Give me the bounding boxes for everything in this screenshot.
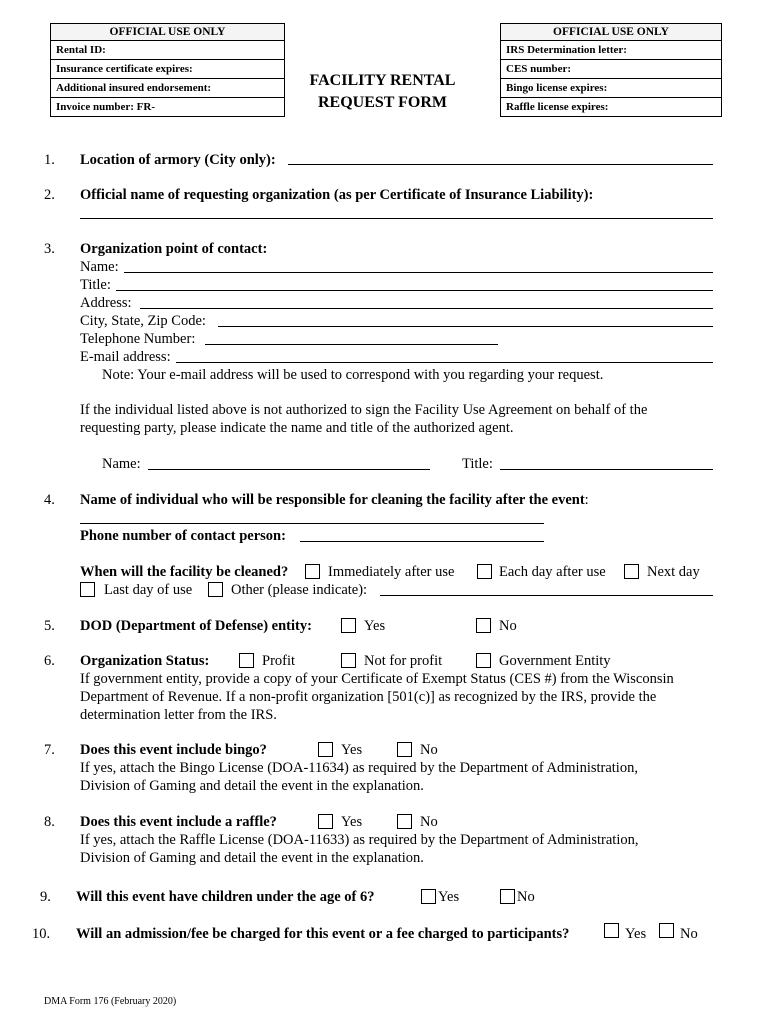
- agent-title-label: Title:: [462, 456, 493, 472]
- q9-label: Will this event have children under the age of 6?: [76, 889, 375, 905]
- q8-label: Does this event include a raffle?: [80, 814, 277, 830]
- official-use-header-left: OFFICIAL USE ONLY: [51, 24, 284, 41]
- contact-email-input[interactable]: [176, 362, 713, 363]
- q6-label: Organization Status:: [80, 653, 210, 669]
- q5-number: 5.: [44, 618, 55, 634]
- cleaning-phone-input[interactable]: [300, 541, 544, 542]
- q4-colon: :: [584, 492, 589, 508]
- dod-no-checkbox[interactable]: [476, 618, 491, 633]
- immediately-after-checkbox[interactable]: [305, 564, 320, 579]
- q10-number: 10.: [32, 926, 51, 942]
- next-day-label: Next day: [647, 564, 700, 580]
- q1-number: 1.: [44, 152, 55, 168]
- form-title: [290, 70, 475, 114]
- dod-no-label: No: [499, 618, 517, 634]
- contact-title-label: Title:: [80, 277, 111, 293]
- contact-address-label: Address:: [80, 295, 132, 311]
- q6-instructions-line2: Department of Revenue. If a non-profit organization [501(c)] as recognized by the IRS, provide the: [80, 689, 657, 705]
- last-day-checkbox[interactable]: [80, 582, 95, 597]
- q6-instructions-line1: If government entity, provide a copy of your Certificate of Exempt Status (CES #) from the Wisconsin: [80, 671, 674, 687]
- next-day-checkbox[interactable]: [624, 564, 639, 579]
- q4-number: 4.: [44, 492, 55, 508]
- contact-phone-input[interactable]: [205, 344, 498, 345]
- contact-title-input[interactable]: [116, 290, 713, 291]
- admission-no-label: No: [680, 926, 698, 942]
- children-yes-label: Yes: [438, 889, 460, 905]
- q8-instructions-line2: Division of Gaming and detail the event in the explanation.: [80, 850, 424, 866]
- raffle-no-checkbox[interactable]: [397, 814, 412, 829]
- q2-label: Official name of requesting organization (as per Certificate of Insurance Liability):: [80, 187, 594, 203]
- government-entity-label: Government Entity: [499, 653, 611, 669]
- raffle-no-label: No: [420, 814, 438, 830]
- email-note: Note: Your e-mail address will be used to correspond with you regarding your request.: [102, 367, 604, 383]
- contact-email-label: E-mail address:: [80, 349, 171, 365]
- cleaning-person-input[interactable]: [80, 523, 544, 524]
- q1-label: Location of armory (City only):: [80, 152, 276, 168]
- admission-yes-label: Yes: [625, 926, 647, 942]
- q8-instructions-line1: If yes, attach the Raffle License (DOA-11633) as required by the Department of Administration,: [80, 832, 639, 848]
- q3-label: Organization point of contact:: [80, 241, 268, 257]
- admission-yes-checkbox[interactable]: [604, 923, 619, 938]
- not-for-profit-label: Not for profit: [364, 653, 443, 669]
- contact-city-label: City, State, Zip Code:: [80, 313, 206, 329]
- bingo-license-field[interactable]: Bingo license expires:: [501, 79, 721, 98]
- profit-label: Profit: [262, 653, 296, 669]
- authorization-text-line1: If the individual listed above is not authorized to sign the Facility Use Agreement on behalf of the: [80, 402, 648, 418]
- other-checkbox[interactable]: [208, 582, 223, 597]
- immediately-after-label: Immediately after use: [328, 564, 455, 580]
- q7-instructions-line1: If yes, attach the Bingo License (DOA-11634) as required by the Department of Administration,: [80, 760, 638, 776]
- contact-phone-label: Telephone Number:: [80, 331, 196, 347]
- irs-determination-field[interactable]: IRS Determination letter:: [501, 41, 721, 60]
- other-label: Other (please indicate):: [231, 582, 368, 598]
- cleaning-phone-label: Phone number of contact person:: [80, 528, 286, 544]
- form-title-line2: REQUEST FORM: [317, 94, 448, 111]
- official-use-box-left: [50, 23, 285, 117]
- q10-label: Will an admission/fee be charged for this event or a fee charged to participants?: [76, 926, 570, 942]
- last-day-label: Last day of use: [104, 582, 193, 598]
- form-title-line1: FACILITY RENTAL: [309, 72, 456, 89]
- bingo-yes-label: Yes: [341, 742, 363, 758]
- official-use-box-right: [500, 23, 722, 117]
- bingo-yes-checkbox[interactable]: [318, 742, 333, 757]
- government-entity-checkbox[interactable]: [476, 653, 491, 668]
- official-use-header-right: OFFICIAL USE ONLY: [501, 24, 721, 41]
- bingo-no-checkbox[interactable]: [397, 742, 412, 757]
- not-for-profit-checkbox[interactable]: [341, 653, 356, 668]
- other-input[interactable]: [380, 595, 713, 596]
- rental-id-field[interactable]: Rental ID:: [51, 41, 284, 60]
- agent-name-input[interactable]: [148, 469, 430, 470]
- organization-name-input[interactable]: [80, 218, 713, 219]
- each-day-label: Each day after use: [499, 564, 606, 580]
- form-footer: DMA Form 176 (February 2020): [44, 996, 177, 1007]
- q3-number: 3.: [44, 241, 55, 257]
- authorization-text-line2: requesting party, please indicate the name and title of the authorized agent.: [80, 420, 514, 436]
- profit-checkbox[interactable]: [239, 653, 254, 668]
- additional-insured-field[interactable]: Additional insured endorsement:: [51, 79, 284, 98]
- children-no-checkbox[interactable]: [500, 889, 515, 904]
- contact-name-input[interactable]: [124, 272, 713, 273]
- invoice-number-field[interactable]: Invoice number: FR-: [56, 101, 155, 113]
- children-yes-checkbox[interactable]: [421, 889, 436, 904]
- bingo-no-label: No: [420, 742, 438, 758]
- q7-instructions-line2: Division of Gaming and detail the event in the explanation.: [80, 778, 424, 794]
- dod-yes-checkbox[interactable]: [341, 618, 356, 633]
- insurance-expires-field[interactable]: Insurance certificate expires:: [51, 60, 284, 79]
- q8-number: 8.: [44, 814, 55, 830]
- q6-instructions-line3: determination letter from the IRS.: [80, 707, 277, 723]
- q6-number: 6.: [44, 653, 55, 669]
- children-no-label: No: [517, 889, 535, 905]
- contact-name-label: Name:: [80, 259, 119, 275]
- q7-number: 7.: [44, 742, 55, 758]
- admission-no-checkbox[interactable]: [659, 923, 674, 938]
- q7-label: Does this event include bingo?: [80, 742, 267, 758]
- contact-city-input[interactable]: [218, 326, 713, 327]
- raffle-yes-label: Yes: [341, 814, 363, 830]
- contact-address-input[interactable]: [140, 308, 713, 309]
- q4-label: Name of individual who will be responsible for cleaning the facility after the event: [80, 492, 585, 508]
- q9-number: 9.: [40, 889, 51, 905]
- cleaning-when-label: When will the facility be cleaned?: [80, 564, 289, 580]
- q5-label: DOD (Department of Defense) entity:: [80, 618, 312, 634]
- raffle-license-field[interactable]: Raffle license expires:: [506, 101, 609, 113]
- each-day-checkbox[interactable]: [477, 564, 492, 579]
- ces-number-field[interactable]: CES number:: [501, 60, 721, 79]
- armory-location-input[interactable]: [288, 164, 713, 165]
- raffle-yes-checkbox[interactable]: [318, 814, 333, 829]
- q4-label-wrap: [80, 491, 589, 509]
- dod-yes-label: Yes: [364, 618, 386, 634]
- agent-name-label: Name:: [102, 456, 141, 472]
- agent-title-input[interactable]: [500, 469, 713, 470]
- q2-number: 2.: [44, 187, 55, 203]
